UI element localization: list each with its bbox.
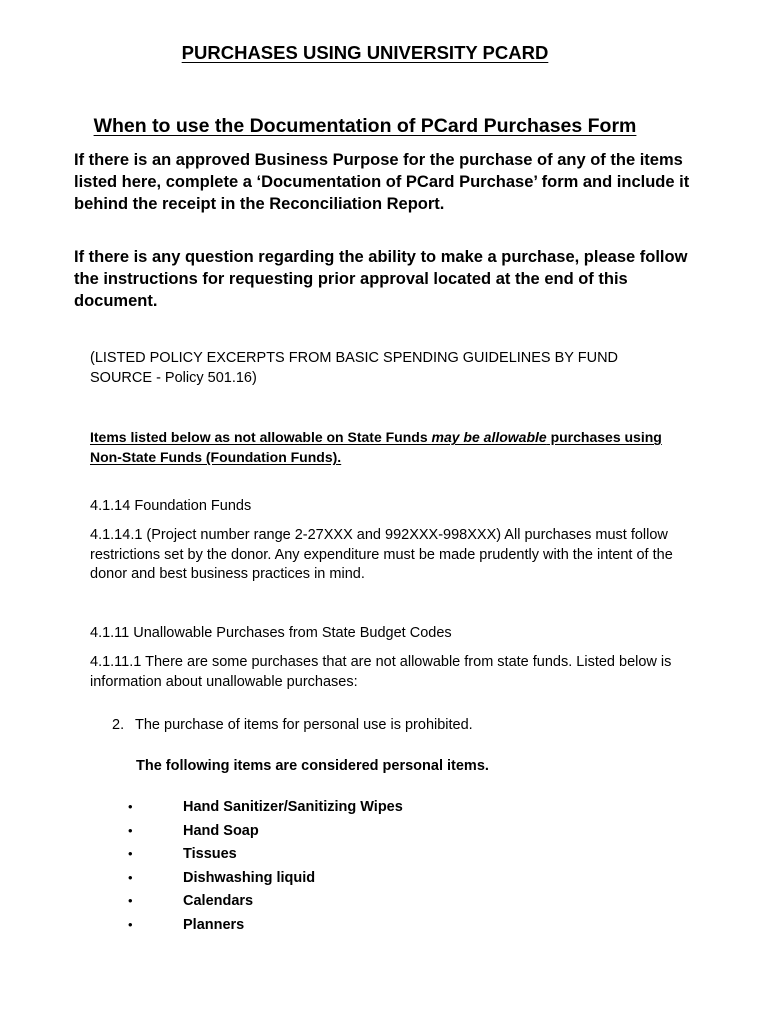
list-item <box>126 866 403 890</box>
allowable-note-emphasis: may be allowable <box>431 429 547 445</box>
numbered-item-number: 2. <box>112 717 125 733</box>
foundation-funds-body: 4.1.14.1 (Project number range 2-27XXX and 992XXX-998XXX) All purchases must follow restrictions set by the donor. Any expenditure must be made prudently with the intent of the donor and best business practices in mind. <box>90 527 673 582</box>
bullet-icon: • <box>128 916 133 932</box>
personal-items-list <box>126 795 403 936</box>
list-item-label: Planners <box>183 916 245 933</box>
policy-excerpt-note: (LISTED POLICY EXCERPTS FROM BASIC SPENDING GUIDELINES BY FUND SOURCE - Policy 501.16) <box>90 350 619 386</box>
personal-items-heading: The following items are considered personal items. <box>136 758 489 774</box>
bullet-icon: • <box>128 893 133 908</box>
unallowable-purchases-body: 4.1.11.1 There are some purchases that are not allowable from state funds. Listed below is information about unallowable purchases: <box>90 654 672 690</box>
document-title: PURCHASES USING UNIVERSITY PCARD <box>181 42 549 63</box>
list-item-label: Dishwashing liquid <box>183 869 316 886</box>
allowable-note-part-2: purchases using Non-State Funds (Foundation Funds). <box>90 429 662 465</box>
foundation-funds-heading: 4.1.14 Foundation Funds <box>90 498 252 514</box>
list-item <box>126 819 403 843</box>
prior-approval-paragraph: If there is any question regarding the ability to make a purchase, please follow the instructions for requesting prior approval located at the end of this document. <box>74 248 688 310</box>
unallowable-purchases-heading: 4.1.11 Unallowable Purchases from State Budget Codes <box>90 625 452 641</box>
bullet-icon: • <box>128 799 133 814</box>
numbered-item-text: The purchase of items for personal use is prohibited. <box>135 717 473 733</box>
business-purpose-paragraph: If there is an approved Business Purpose for the purchase of any of the items listed here, complete a ‘Documentation of PCard Purchase’ form and include it behind the receipt in the Reconciliation Report. <box>74 151 690 213</box>
allowable-funds-note <box>90 427 670 467</box>
list-item-label: Hand Sanitizer/Sanitizing Wipes <box>183 799 403 815</box>
bullet-icon: • <box>128 846 133 861</box>
numbered-item-personal-use <box>112 715 473 735</box>
allowable-note-part-1: Items listed below as not allowable on State Funds <box>90 429 432 445</box>
list-item <box>126 913 403 937</box>
list-item <box>126 889 403 913</box>
list-item-label: Hand Soap <box>183 822 259 839</box>
list-item <box>126 842 403 866</box>
bullet-icon: • <box>128 822 133 838</box>
list-item <box>126 795 403 819</box>
list-item-label: Calendars <box>183 893 254 909</box>
bullet-icon: • <box>128 869 133 885</box>
list-item-label: Tissues <box>183 846 237 862</box>
section-subtitle: When to use the Documentation of PCard Purchases Form <box>93 115 637 137</box>
